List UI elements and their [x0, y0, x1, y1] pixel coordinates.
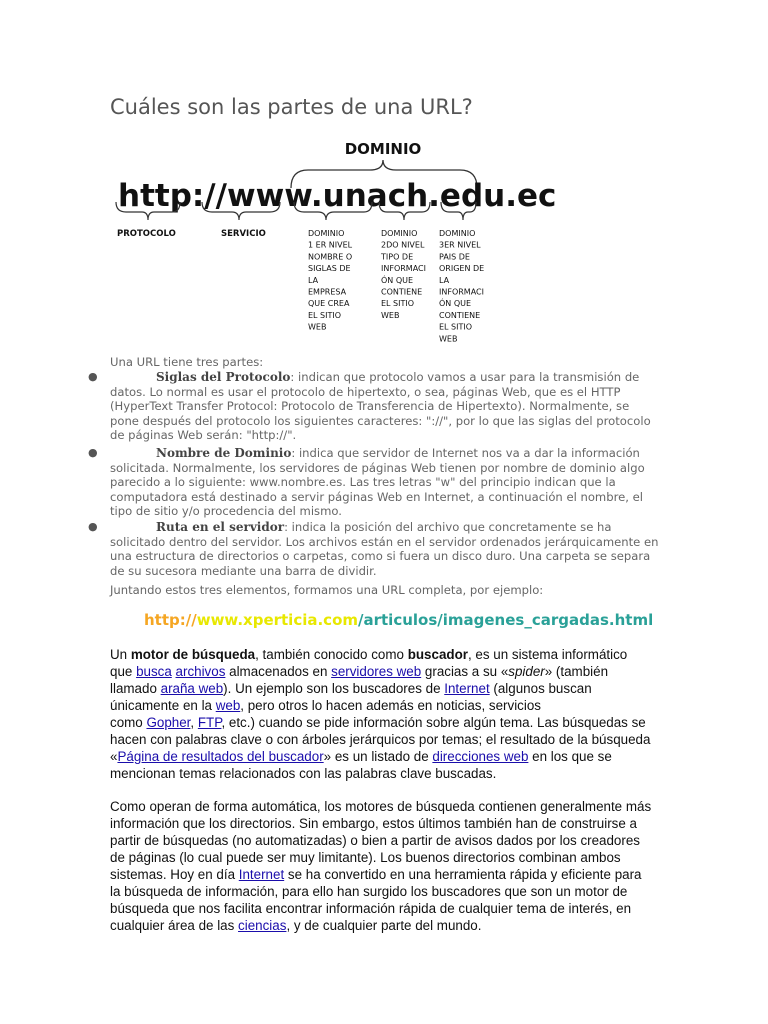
- dominio1-line: EL SITIO: [308, 310, 342, 320]
- text-run: ,: [190, 715, 198, 730]
- paragraph-line: [110, 680, 662, 697]
- paragraph-line: [110, 663, 662, 680]
- dominio3-line: ORIGEN DE: [439, 264, 485, 274]
- list-item-term: Siglas del Protocolo: [156, 370, 291, 384]
- italic-term: spider: [508, 664, 545, 679]
- dominio-label: DOMINIO: [344, 140, 422, 158]
- dominio2-line: INFORMACI: [381, 264, 426, 274]
- list-item: [88, 446, 660, 519]
- text-run: información que los directorios. Sin embargo, estos últimos también han de construirse a: [110, 816, 637, 831]
- text-run: Como operan de forma automática, los motores de búsqueda contienen generalmente más: [110, 799, 652, 814]
- example-url-domain: www.xperticia.com: [196, 611, 359, 629]
- text-run: en los que se: [528, 749, 612, 764]
- text-run: que: [110, 664, 137, 679]
- dominio2-line: ÓN QUE: [381, 275, 414, 285]
- dominio3-line: 3ER NIVEL: [439, 240, 481, 250]
- list-item-line: datos. Lo normal es usar el protocolo de hipertexto, o sea, páginas Web, que es el HTTP: [110, 384, 621, 399]
- inline-link[interactable]: direcciones web: [432, 749, 529, 764]
- text-run: la búsqueda de información, para ello han surgido los buscadores que son un motor de: [110, 884, 628, 899]
- list-item-line: solicitado dentro del servidor. Los archivos están en el servidor ordenados jerárquicamente en: [110, 534, 659, 549]
- url-parts-diagram: [108, 132, 557, 347]
- dominio2-line: EL SITIO: [381, 299, 415, 309]
- list-item-line: parecido a lo siguiente: www.nombre.es. Las tres letras "w" del principio indican que la: [110, 475, 616, 490]
- list-item-line: : indican que protocolo vamos a usar para la transmisión de: [290, 370, 640, 384]
- text-run: , etc.) cuando se pide información sobre algún tema. Las búsquedas se: [221, 715, 646, 730]
- bold-term: motor de búsqueda: [130, 647, 256, 662]
- dominio1-line: DOMINIO: [308, 229, 345, 238]
- inline-link[interactable]: Página de resultados del buscador: [117, 749, 324, 764]
- inline-link[interactable]: archivos: [175, 664, 226, 679]
- text-run: , es un sistema informático: [467, 647, 628, 662]
- paragraph-line: [110, 866, 662, 883]
- inline-link[interactable]: Internet: [238, 867, 285, 882]
- inline-link[interactable]: Internet: [444, 681, 490, 696]
- dominio1-line: QUE CREA: [308, 299, 350, 309]
- text-run: » es un listado de: [323, 749, 433, 764]
- directories-paragraph: [110, 798, 662, 934]
- list-item-line: de su sucesora mediante una barra de dividir.: [110, 563, 377, 578]
- text-run: , también conocido como: [255, 647, 408, 662]
- text-run: » (también: [544, 664, 609, 679]
- text-run: , y de cualquier parte del mundo.: [286, 918, 482, 933]
- text-run: ). Un ejemplo son los buscadores de: [223, 681, 445, 696]
- list-item-line: una estructura de directorios o carpetas, como si fuera un disco duro. Una carpeta se separa: [110, 549, 651, 564]
- search-engine-paragraph: [110, 646, 662, 782]
- intro-text: Una URL tiene tres partes:: [110, 355, 264, 369]
- text-run: sistemas. Hoy en día: [110, 867, 239, 882]
- paragraph-line: [110, 900, 662, 917]
- inline-link[interactable]: FTP: [197, 715, 222, 730]
- dominio3-description: [439, 229, 484, 343]
- paragraph-line: [110, 765, 662, 782]
- list-item-term: Nombre de Dominio: [156, 446, 292, 460]
- dominio3-line: LA: [439, 275, 450, 285]
- dominio3-line: INFORMACI: [439, 287, 484, 297]
- dominio3-line: DOMINIO: [439, 229, 476, 238]
- list-item: [88, 370, 660, 443]
- example-url: [144, 611, 653, 629]
- dominio3-line: PAIS DE: [439, 252, 470, 262]
- text-run: mencionan temas relacionados con las palabras clave buscadas.: [110, 766, 497, 781]
- dominio2-line: TIPO DE: [381, 252, 414, 262]
- list-item-line: : indica que servidor de Internet nos va a dar la información: [291, 446, 640, 460]
- example-url-protocol: http://: [144, 611, 197, 629]
- text-run: de páginas (lo cual puede ser muy limitante). Los buenos directorios combinan ambos: [110, 850, 621, 865]
- text-run: «: [110, 749, 118, 764]
- inline-link[interactable]: servidores web: [331, 664, 422, 679]
- list-item: [88, 520, 660, 578]
- bullet-icon: ●: [88, 446, 98, 459]
- paragraph-line: [110, 832, 662, 849]
- dominio3-line: WEB: [439, 334, 458, 344]
- bullet-icon: ●: [88, 370, 98, 383]
- text-run: llamado: [110, 681, 161, 696]
- bold-term: buscador: [407, 647, 468, 662]
- list-item-line: (HyperText Transfer Protocol: Protocolo de Transferencia de Hipertexto). Normalmente, se: [110, 399, 630, 414]
- list-item-line: tipo de sitio y/o procedencia del mismo.: [110, 504, 342, 519]
- dominio3-line: CONTIENE: [439, 310, 481, 320]
- paragraph-line: [110, 798, 662, 815]
- list-item-line: pone después del protocolo los siguientes caracteres: "://", por lo que las siglas del protocolo: [110, 413, 651, 428]
- dominio1-line: EMPRESA: [308, 287, 347, 297]
- page-title: Cuáles son las partes de una URL?: [110, 95, 473, 119]
- inline-link[interactable]: busca: [136, 664, 172, 679]
- example-url-path: /articulos/imagenes_cargadas.html: [358, 611, 654, 629]
- text-run: hacen con palabras clave o con árboles jerárquicos por temas; el resultado de la búsqueda: [110, 732, 651, 747]
- paragraph-line: [110, 917, 662, 934]
- dominio2-line: CONTIENE: [381, 287, 423, 297]
- dominio1-line: LA: [308, 275, 319, 285]
- paragraph-line: [110, 697, 662, 714]
- text-run: , pero otros lo hacen además en noticias, servicios: [240, 698, 541, 713]
- list-item-line: computadora está destinado a servir páginas Web en Internet, a continuación el nombre, el: [110, 489, 643, 504]
- text-run: almacenados en: [225, 664, 332, 679]
- list-item-line: solicitada. Normalmente, los servidores de páginas Web tienen por nombre de dominio algo: [110, 460, 645, 475]
- dominio2-line: DOMINIO: [381, 229, 418, 238]
- protocolo-label: PROTOCOLO: [117, 229, 176, 239]
- dominio1-line: NOMBRE O: [308, 252, 353, 262]
- inline-link[interactable]: Gopher: [146, 715, 191, 730]
- dominio2-description: [380, 229, 426, 320]
- diagram-url: http://www.unach.edu.ec: [118, 178, 557, 214]
- list-item-line: : indica la posición del archivo que concretamente se ha: [284, 520, 612, 534]
- dominio3-line: ÓN QUE: [439, 299, 472, 309]
- text-run: búsqueda que nos facilita encontrar información rápida de cualquier tema de interés, en: [110, 901, 632, 916]
- paragraph-line: [110, 714, 662, 731]
- dominio1-description: [308, 229, 353, 332]
- text-run: únicamente en la: [110, 698, 216, 713]
- dominio2-line: WEB: [381, 310, 400, 320]
- text-run: (algunos buscan: [489, 681, 592, 696]
- paragraph-line: [110, 849, 662, 866]
- dominio1-line: 1 ER NIVEL: [308, 240, 353, 250]
- inline-link[interactable]: web: [215, 698, 241, 713]
- text-run: se ha convertido en una herramienta rápida y eficiente para: [284, 867, 642, 882]
- dominio3-line: EL SITIO: [439, 322, 473, 332]
- bullet-icon: ●: [88, 520, 98, 533]
- paragraph-line: [110, 815, 662, 832]
- list-item-term: Ruta en el servidor: [156, 520, 285, 534]
- paragraph-line: [110, 646, 662, 663]
- dominio1-line: WEB: [308, 322, 327, 332]
- dominio2-line: 2DO NIVEL: [381, 240, 425, 250]
- text-run: gracias a su «: [421, 664, 509, 679]
- paragraph-line: [110, 731, 662, 748]
- inline-link[interactable]: ciencias: [238, 918, 287, 933]
- closing-text: Juntando estos tres elementos, formamos una URL completa, por ejemplo:: [110, 583, 544, 597]
- dominio1-line: SIGLAS DE: [308, 264, 351, 274]
- servicio-label: SERVICIO: [221, 229, 266, 239]
- text-run: como: [110, 715, 147, 730]
- text-run: cualquier área de las: [110, 918, 239, 933]
- paragraph-line: [110, 748, 662, 765]
- inline-link[interactable]: araña web: [160, 681, 224, 696]
- list-item-line: de páginas Web serán: "http://".: [110, 428, 297, 443]
- text-run: partir de búsquedas (no automatizadas) o bien a partir de avisos dados por los creadores: [110, 833, 640, 848]
- paragraph-line: [110, 883, 662, 900]
- text-run: Un: [110, 647, 131, 662]
